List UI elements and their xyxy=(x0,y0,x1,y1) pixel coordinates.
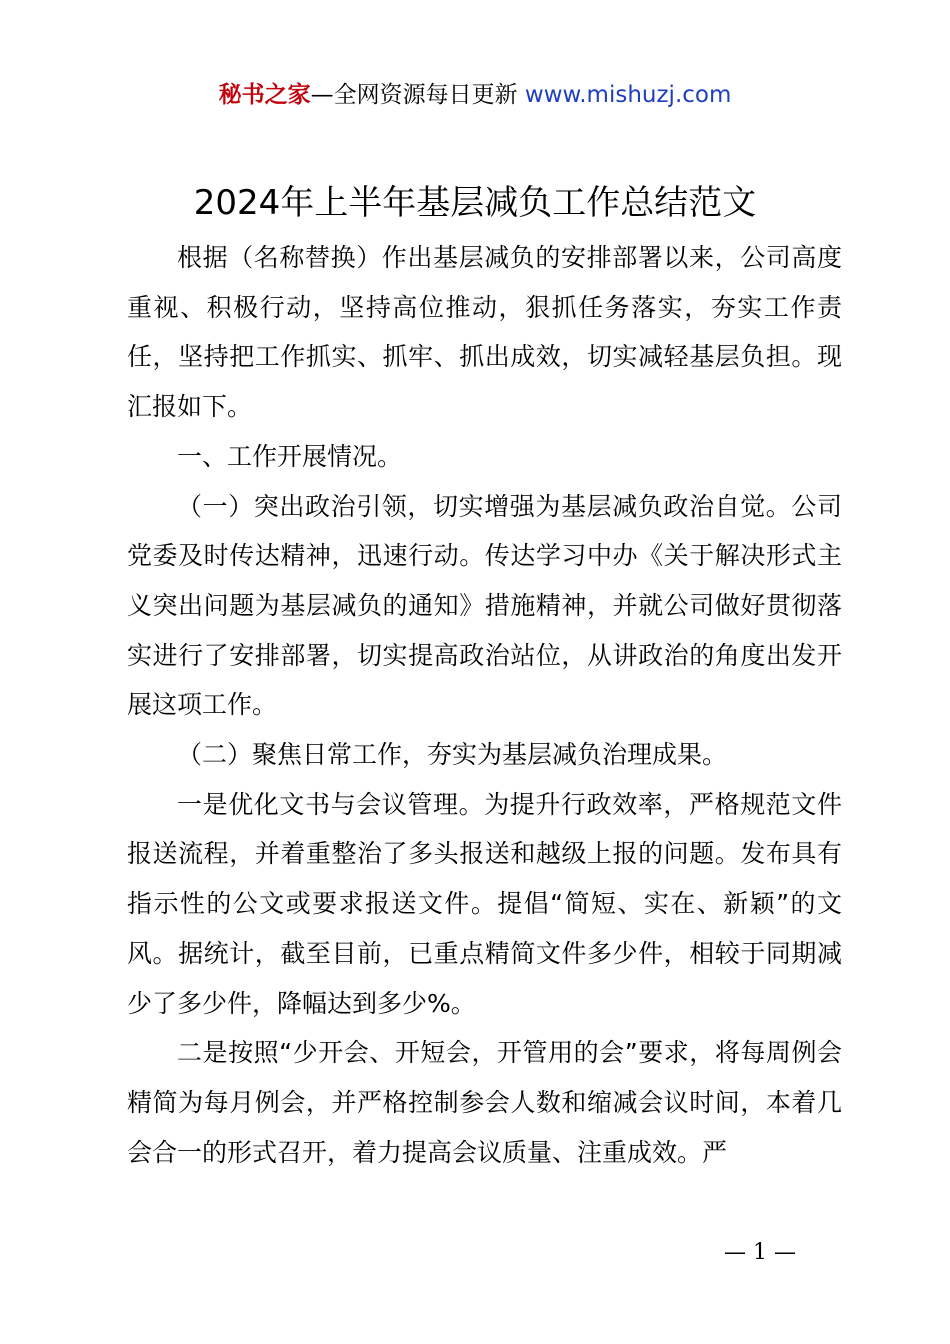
section-heading-1: 一、工作开展情况。 xyxy=(177,441,403,471)
site-brand: 秘书之家 xyxy=(218,82,311,108)
site-url-link[interactable]: www.mishuzj.com xyxy=(524,82,732,108)
document-body xyxy=(127,233,842,1177)
document-title: 2024年上半年基层减负工作总结范文 xyxy=(193,183,757,223)
paragraph-subsection-1: （一）突出政治引领，切实增强为基层减负政治自觉。公司党委及时传达精神，迅速行动。传达学习中办《关于解决形式主义突出问题为基层减负的通知》措施精神，并就公司做好贯彻落实进行了安排部署，切实提高政治站位，从讲政治的角度出发开展这项工作。 xyxy=(127,491,842,720)
header-tagline: 全网资源每日更新 xyxy=(333,82,518,108)
page-number: — 1 — xyxy=(724,1240,796,1265)
header-separator: — xyxy=(310,82,334,108)
paragraph-intro: 根据（名称替换）作出基层减负的安排部署以来，公司高度重视、积极行动，坚持高位推动，狠抓任务落实，夯实工作责任，坚持把工作抓实、抓牢、抓出成效，切实减轻基层负担。现汇报如下。 xyxy=(127,243,842,422)
paragraph-item-1: 一是优化文书与会议管理。为提升行政效率，严格规范文件报送流程，并着重整治了多头报送和越级上报的问题。发布具有指示性的公文或要求报送文件。提倡“简短、实在、新颖”的文风。据统计，截至目前，已重点精简文件多少件，相较于同期减少了多少件，降幅达到多少%。 xyxy=(127,789,842,1018)
site-header xyxy=(0,78,950,112)
subsection-heading-2: （二）聚焦日常工作，夯实为基层减负治理成果。 xyxy=(177,740,728,770)
paragraph-item-2: 二是按照“少开会、开短会，开管用的会”要求，将每周例会精简为每月例会，并严格控制参会人数和缩减会议时间，本着几会合一的形式召开，着力提高会议质量、注重成效。严 xyxy=(127,1038,842,1167)
